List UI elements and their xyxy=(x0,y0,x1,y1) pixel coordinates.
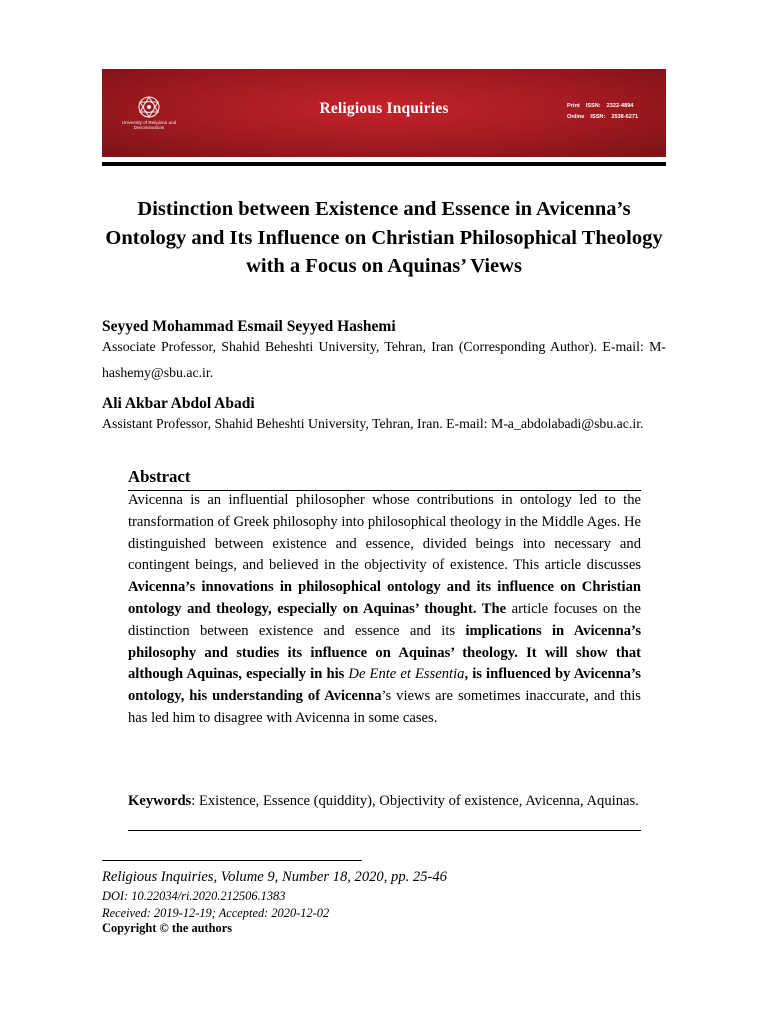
abstract-seg-3: article focuses on the distinction between existence and essence and its xyxy=(128,600,641,639)
issn-online-key: ISSN: xyxy=(590,113,606,120)
abstract-seg-2: Avicenna’s innovations in philosophical ontology and its influence on Christian ontology and theology, especially on Aquinas’ thought. The xyxy=(128,579,641,617)
abstract-seg-5: De Ente et Essentia xyxy=(348,666,465,683)
journal-name: Religious Inquiries xyxy=(319,100,449,117)
issn-print-key: ISSN: xyxy=(585,103,601,109)
article-title: Distinction between Existence and Essence in Avicenna’s Ontology and Its Influence on Christian Philosophical Theology with a Focus on Aquinas’ Views xyxy=(105,198,663,277)
author-1-name: Seyyed Mohammad Esmail Seyyed Hashemi xyxy=(102,318,396,335)
footnote-dates: Received: 2019-12-19; Accepted: 2020-12-02 xyxy=(102,906,330,920)
banner-divider xyxy=(102,162,666,166)
abstract-heading: Abstract xyxy=(128,467,191,486)
abstract-seg-1: Avicenna is an influential philosopher whose contributions in ontology led to the transformation of Greek philosophy into philosophical theology in the Middle Ages. He distinguished between existence and essence, divided beings into necessary and contingent beings, and believed in the objectivity of existence. This article discusses xyxy=(128,492,641,574)
author-2-affiliation: Assistant Professor, Shahid Beheshti University, Tehran, Iran. E-mail: M-a_abdolabadi@sbu.ac.ir. xyxy=(102,416,644,431)
issn-block xyxy=(567,101,644,122)
issn-online-value: 2538-6271 xyxy=(611,113,639,120)
abstract-seg-4: implications in Avicenna’s philosophy and studies its influence on Aquinas’ theology. It will show that although Aquinas, especially in his xyxy=(128,622,641,683)
issn-print-label: Print xyxy=(567,103,580,109)
footnote-copyright: Copyright © the authors xyxy=(102,921,233,935)
footnote-doi: DOI: 10.22034/ri.2020.212506.1383 xyxy=(102,889,286,903)
keywords-label: Keywords xyxy=(128,793,192,809)
issn-online-label: Online xyxy=(567,113,585,120)
issn-print-value: 2322-4894 xyxy=(606,103,634,109)
university-name: University of Religions and Denominations xyxy=(121,120,177,131)
abstract-bottom-rule xyxy=(128,830,641,831)
journal-banner xyxy=(102,69,666,157)
keywords-text: : Existence, Essence (quiddity), Objectivity of existence, Avicenna, Aquinas. xyxy=(191,793,639,809)
abstract-seg-6: , is influenced by Avicenna’s ontology, his understanding of Avicenna xyxy=(128,666,641,705)
abstract-seg-7: ’s views are sometimes inaccurate, and this has led him to disagree with Avicenna in some cases. xyxy=(128,688,641,726)
abstract-text xyxy=(128,490,641,730)
footnote-citation: Religious Inquiries, Volume 9, Number 18, 2020, pp. 25-46 xyxy=(102,869,447,885)
keywords xyxy=(128,792,641,811)
author-2-name: Ali Akbar Abdol Abadi xyxy=(102,395,255,412)
author-1-affiliation: Associate Professor, Shahid Beheshti University, Tehran, Iran (Corresponding Author). E-mail: M-hashemy@sbu.ac.ir. xyxy=(102,339,666,380)
footnote-rule xyxy=(102,860,362,861)
